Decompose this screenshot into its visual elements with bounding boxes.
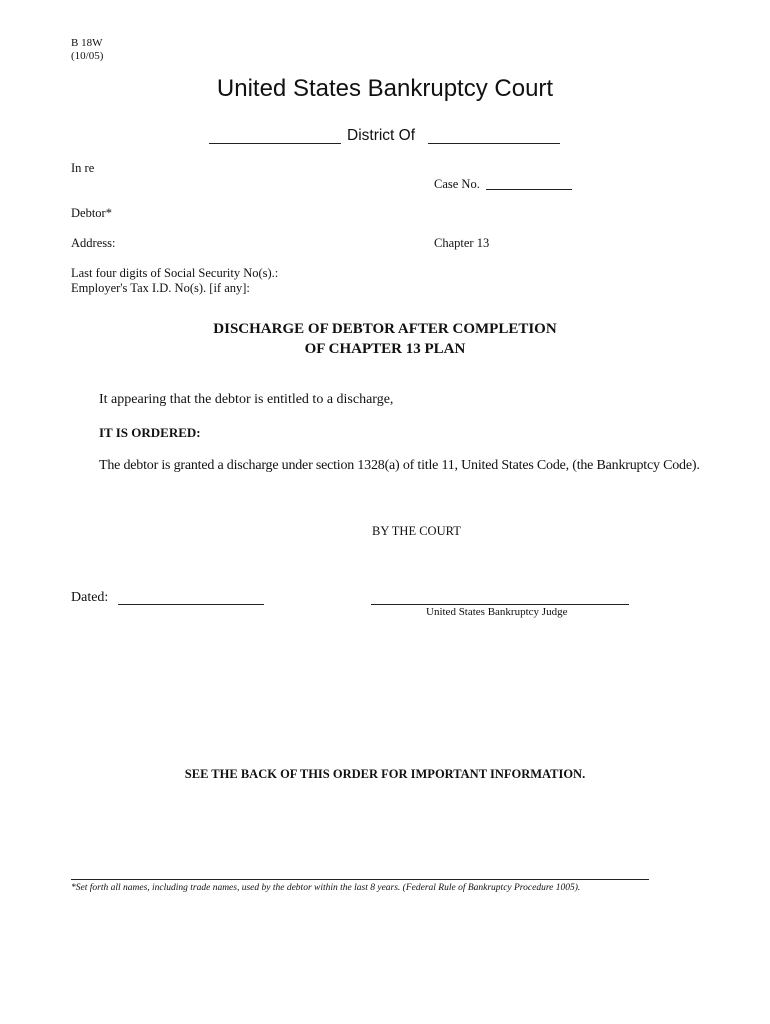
ordered-text: IT IS ORDERED: xyxy=(99,425,201,440)
district-label: District Of xyxy=(347,127,416,144)
case-no-label: Case No. xyxy=(434,177,480,191)
address-label: Address: xyxy=(71,236,116,250)
district-name-line[interactable] xyxy=(209,143,341,144)
case-no-line[interactable] xyxy=(486,189,572,190)
footnote-text: *Set forth all names, including trade names, used by the debtor within the last 8 years. (Federal Rule of Bankruptcy Procedure 1005). xyxy=(71,883,581,893)
chapter-label: Chapter 13 xyxy=(434,236,490,250)
order-heading-line1: DISCHARGE OF DEBTOR AFTER COMPLETION xyxy=(213,321,557,337)
district-line[interactable] xyxy=(428,143,560,144)
ssn-label: Last four digits of Social Security No(s).: xyxy=(71,266,279,280)
by-the-court-label: BY THE COURT xyxy=(372,524,461,538)
order-heading-line2: OF CHAPTER 13 PLAN xyxy=(304,341,466,357)
debtor-label: Debtor* xyxy=(71,206,112,220)
judge-signature-line[interactable] xyxy=(371,604,629,605)
form-date: (10/05) xyxy=(71,50,104,62)
tax-id-label: Employer's Tax I.D. No(s). [if any]: xyxy=(71,281,250,295)
back-notice: SEE THE BACK OF THIS ORDER FOR IMPORTANT INFORMATION. xyxy=(184,767,586,781)
court-title: United States Bankruptcy Court xyxy=(216,75,554,102)
in-re-label: In re xyxy=(71,161,95,175)
granted-text: The debtor is granted a discharge under section 1328(a) of title 11, United States Code, (the Bankruptcy Code). xyxy=(99,458,700,473)
dated-line[interactable] xyxy=(118,604,264,605)
dated-label: Dated: xyxy=(71,590,109,605)
form-code: B 18W xyxy=(71,37,103,49)
footnote-divider xyxy=(71,879,649,880)
appearing-text: It appearing that the debtor is entitled to a discharge, xyxy=(99,392,394,407)
judge-title: United States Bankruptcy Judge xyxy=(426,606,568,618)
